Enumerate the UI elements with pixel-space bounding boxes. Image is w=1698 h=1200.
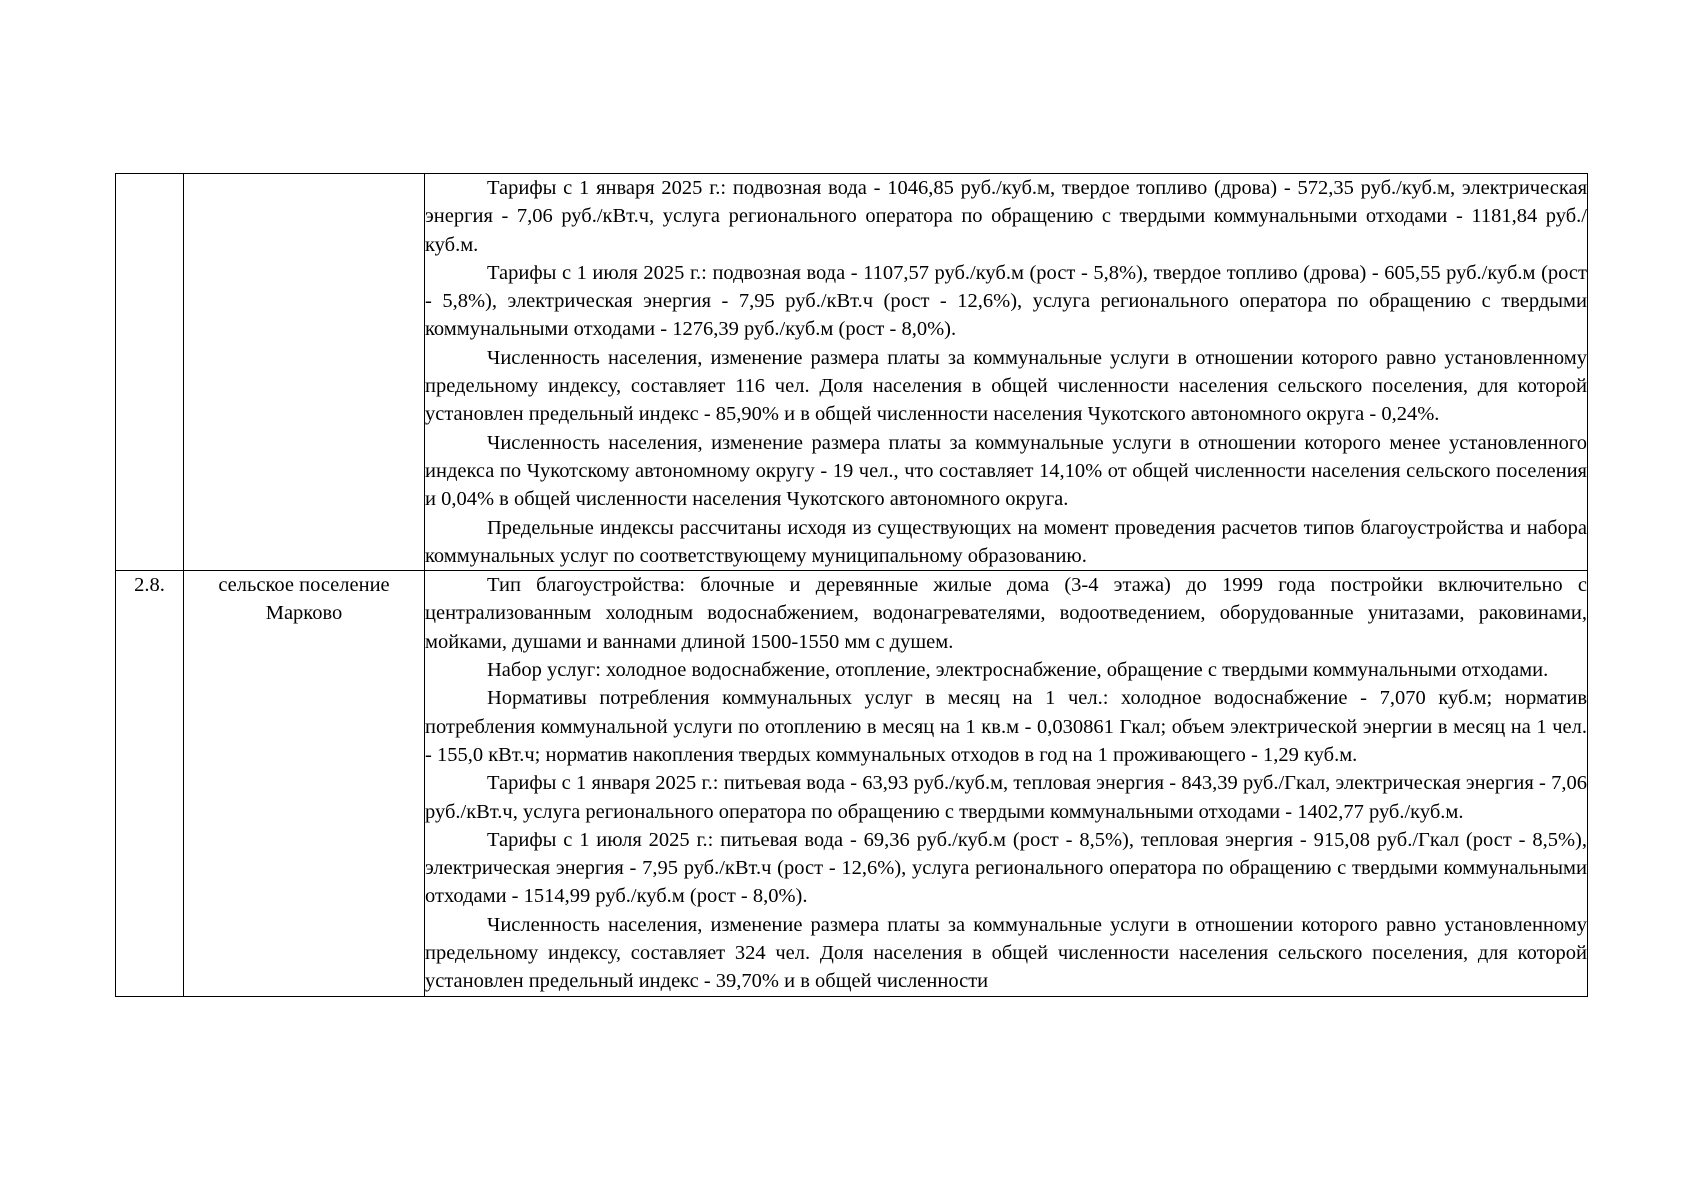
paragraph: Численность населения, изменение размера платы за коммунальные услуги в отношении которого менее установленного индекса по Чукотскому автономному округу - 19 чел., что составляет 14,10% от общей численности населения сельского поселения и 0,04% в общей численности населения Чукотского автономного округа.: [425, 431, 1587, 511]
paragraph: Численность населения, изменение размера платы за коммунальные услуги в отношении которого равно установленному предельному индексу, составляет 324 чел. Доля населения в общей численности населения сельского поселения, для которой установлен предельный индекс - 39,70% и в общей численности: [425, 913, 1587, 993]
row-number-cell: 2.8.: [116, 571, 184, 996]
paragraph: Предельные индексы рассчитаны исходя из существующих на момент проведения расчетов типов благоустройства и набора коммунальных услуг по соответствующему муниципальному образованию.: [425, 516, 1587, 567]
table-row: [116, 174, 1588, 571]
paragraph: Численность населения, изменение размера платы за коммунальные услуги в отношении которого равно установленному предельному индексу, составляет 116 чел. Доля населения в общей численности населения сельского поселения, для которой установлен предельный индекс - 85,90% и в общей численности населения Чукотского автономного округа - 0,24%.: [425, 346, 1587, 426]
paragraph: Тип благоустройства: блочные и деревянные жилые дома (3-4 этажа) до 1999 года постройки включительно с централизованным холодным водоснабжением, водонагревателями, водоотведением, оборудованные унитазами, раковинами, мойками, душами и ваннами длиной 1500-1550 мм с душем.: [425, 574, 1587, 653]
paragraph: Нормативы потребления коммунальных услуг в месяц на 1 чел.: холодное водоснабжение - 7,070 куб.м; норматив потребления коммунальной услуги по отоплению в месяц на 1 кв.м - 0,030861 Гкал; объем электрической энергии в месяц на 1 чел. - 155,0 кВт.ч; норматив накопления твердых коммунальных отходов в год на 1 проживающего - 1,29 куб.м.: [425, 687, 1587, 766]
table-row: [116, 571, 1588, 996]
paragraph: Тарифы с 1 января 2025 г.: питьевая вода - 63,93 руб./куб.м, тепловая энергия - 843,39 руб./Гкал, электрическая энергия - 7,06 руб./кВт.ч, услуга регионального оператора по обращению с твердыми коммунальными отходами - 1402,77 руб./куб.м.: [425, 772, 1587, 823]
settlement-name-cell: сельское поселение Марково: [184, 571, 425, 996]
tariff-table: [115, 173, 1588, 997]
paragraph: Набор услуг: холодное водоснабжение, отопление, электроснабжение, обращение с твердыми коммунальными отходами.: [487, 659, 1549, 682]
paragraph: Тарифы с 1 января 2025 г.: подвозная вода - 1046,85 руб./куб.м, твердое топливо (дрова) - 572,35 руб./куб.м, электрическая энергия - 7,06 руб./кВт.ч, услуга регионального оператора по обращению с твердыми коммунальными отходами - 1181,84 руб./куб.м.: [425, 177, 1587, 256]
settlement-name-cell: [184, 174, 425, 571]
paragraph: Тарифы с 1 июля 2025 г.: подвозная вода - 1107,57 руб./куб.м (рост - 5,8%), твердое топливо (дрова) - 605,55 руб./куб.м (рост - 5,8%), электрическая энергия - 7,95 руб./кВт.ч (рост - 12,6%), услуга регионального оператора по обращению с твердыми коммунальными отходами - 1276,39 руб./куб.м (рост - 8,0%).: [425, 261, 1587, 341]
paragraph: Тарифы с 1 июля 2025 г.: питьевая вода - 69,36 руб./куб.м (рост - 8,5%), тепловая энергия - 915,08 руб./Гкал (рост - 8,5%), электрическая энергия - 7,95 руб./кВт.ч (рост - 12,6%), услуга регионального оператора по обращению с твердыми коммунальными отходами - 1514,99 руб./куб.м (рост - 8,0%).: [425, 828, 1587, 908]
description-cell: [425, 174, 1588, 571]
row-number-cell: [116, 174, 184, 571]
description-cell: [425, 571, 1588, 996]
